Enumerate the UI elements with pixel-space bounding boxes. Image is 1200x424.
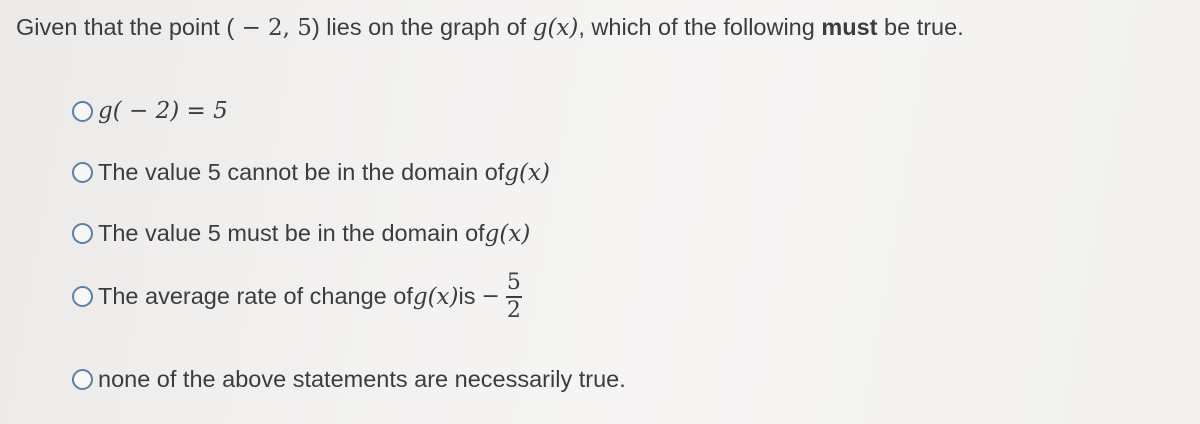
question-prefix: Given that the point ( (16, 14, 235, 40)
radio-button[interactable] (72, 286, 93, 307)
option-4-math: g(x) (412, 283, 459, 310)
question-emphasis: must (821, 14, 878, 40)
question-middle: ) lies on the graph of (311, 14, 533, 40)
option-2-text: The value 5 cannot be in the domain of (98, 159, 505, 185)
radio-button[interactable] (72, 162, 93, 183)
option-1[interactable] (72, 98, 228, 124)
question-mid2: , which of the following (578, 14, 822, 40)
radio-button[interactable] (72, 369, 93, 390)
radio-button[interactable] (72, 101, 93, 122)
option-4-text2: is (458, 283, 476, 310)
question-text (16, 14, 964, 41)
radio-button[interactable] (72, 223, 93, 244)
option-3-text: The value 5 must be in the domain of (98, 220, 485, 246)
fraction-denominator: 2 (506, 297, 521, 323)
fraction-numerator: 5 (506, 270, 521, 295)
option-3-math: g(x) (484, 220, 531, 247)
question-point: − 2, 5 (234, 15, 312, 41)
option-1-math: g( − 2) = 5 (98, 98, 228, 124)
fraction (504, 270, 524, 324)
option-2[interactable] (72, 159, 550, 186)
option-5-text: none of the above statements are necessarily true. (98, 366, 626, 392)
question-suffix: be true. (877, 14, 964, 40)
option-4-text: The average rate of change of (98, 283, 413, 310)
option-4[interactable] (72, 270, 524, 324)
option-3[interactable] (72, 220, 530, 247)
option-5[interactable] (72, 366, 626, 393)
option-2-math: g(x) (504, 159, 550, 186)
negative-sign: − (481, 284, 500, 310)
question-function: g(x) (532, 15, 579, 41)
